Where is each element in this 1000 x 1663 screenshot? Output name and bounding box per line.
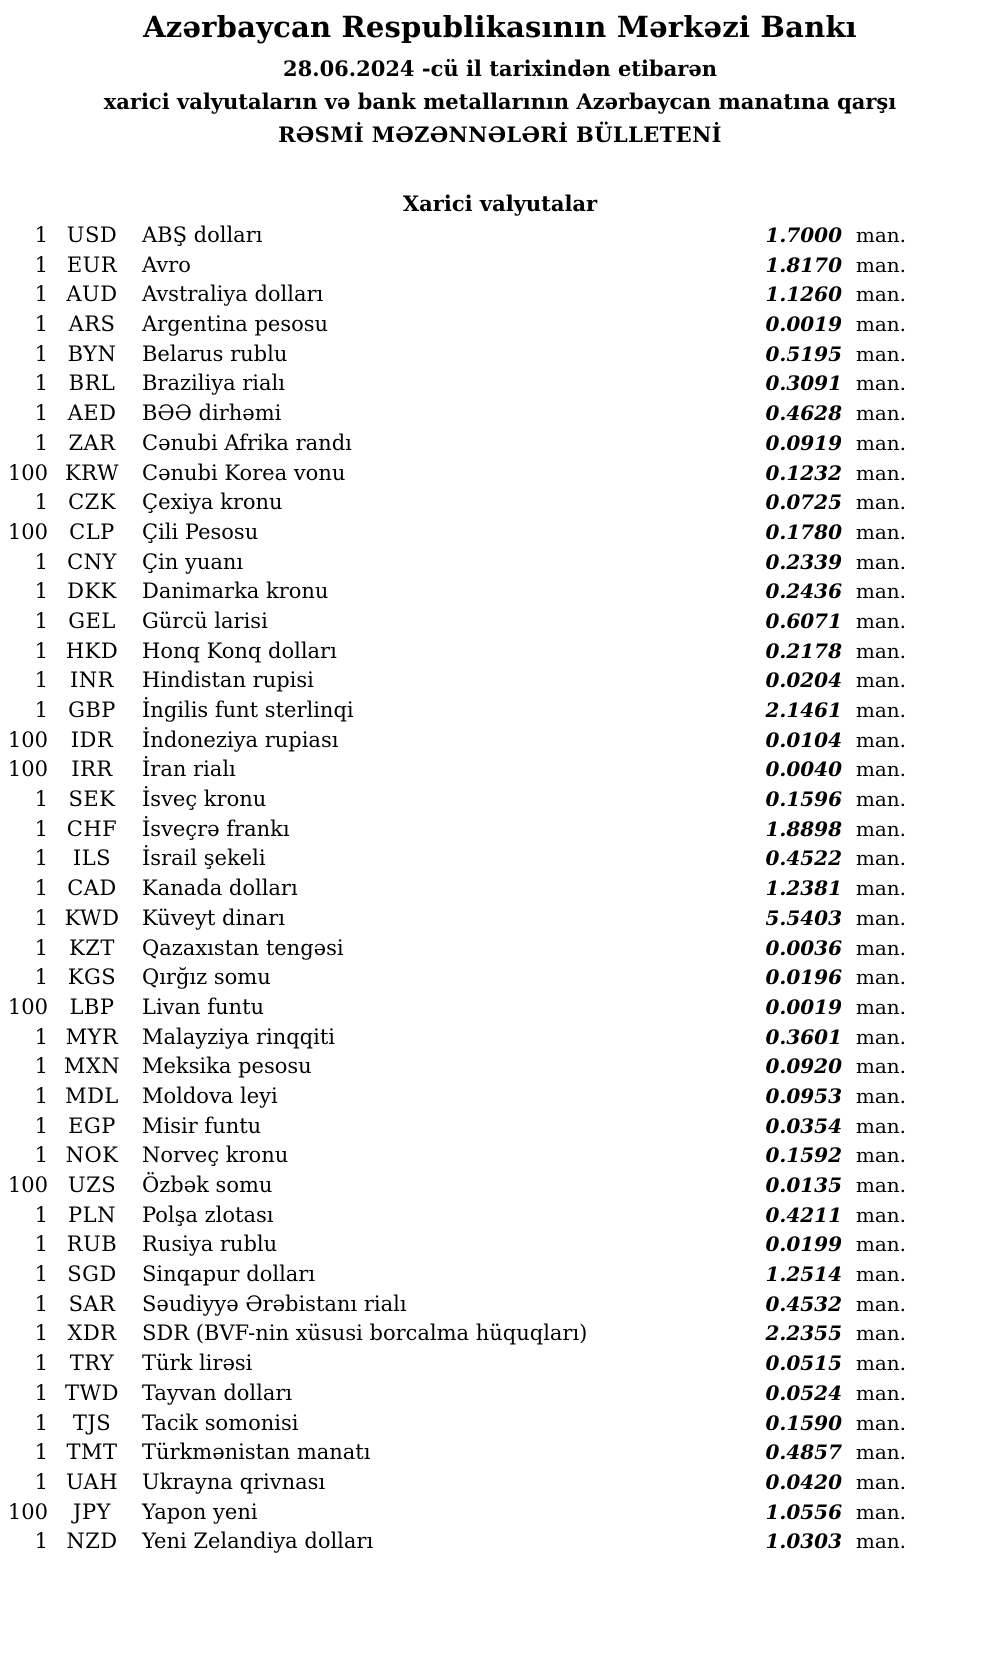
manat-unit-label: man. [855,252,906,277]
exchange-rate-value: 0.0420 [765,1469,842,1494]
currency-quantity: 100 [7,757,48,782]
currency-row [0,844,1000,874]
exchange-rate-value: 0.0040 [765,757,842,782]
exchange-rate-value: 0.4857 [765,1440,842,1465]
currency-row [0,369,1000,399]
currency-quantity: 1 [34,1410,48,1435]
currency-code: BYN [67,341,117,366]
exchange-rate-value: 0.4522 [765,846,842,871]
currency-row [0,1201,1000,1231]
currency-code: LBP [69,994,115,1019]
currency-row [0,1112,1000,1142]
exchange-rate-value: 1.2514 [765,1262,842,1287]
manat-unit-label: man. [855,816,906,841]
manat-unit-label: man. [855,401,906,426]
currency-name: Polşa zlotası [142,1202,274,1227]
manat-unit-label: man. [855,1232,906,1257]
manat-unit-label: man. [855,935,906,960]
currency-code: INR [70,668,114,693]
exchange-rate-value: 0.0036 [765,935,842,960]
manat-unit-label: man. [855,1380,906,1405]
currency-code: BRL [68,371,116,396]
exchange-rate-value: 0.0199 [765,1232,842,1257]
currency-name: Sinqapur dolları [142,1262,316,1287]
manat-unit-label: man. [855,490,906,515]
currency-code: RUB [66,1232,118,1257]
currency-quantity: 1 [34,1202,48,1227]
currency-row [0,1527,1000,1557]
currency-quantity: 1 [34,787,48,812]
currency-code: TMT [66,1440,118,1465]
currency-code: ILS [72,846,112,871]
currency-name: İndoneziya rupiası [142,727,339,752]
currency-quantity: 1 [34,312,48,337]
currency-code: EGP [68,1113,116,1138]
currency-quantity: 1 [34,1529,48,1554]
currency-row [0,1409,1000,1439]
manat-unit-label: man. [855,1083,906,1108]
currency-name: Tacik somonisi [142,1410,299,1435]
currency-name: Meksika pesosu [142,1054,312,1079]
currency-name: Avstraliya dolları [142,282,324,307]
currency-row [0,637,1000,667]
currency-code: IDR [70,727,114,752]
currency-name: İsveçrə frankı [142,816,290,841]
manat-unit-label: man. [855,727,906,752]
currency-code: KGS [67,965,117,990]
manat-unit-label: man. [855,223,906,247]
currency-name: Norveç kronu [142,1143,289,1168]
exchange-rate-value: 1.2381 [765,876,842,901]
currency-quantity: 1 [34,371,48,396]
exchange-rate-value: 0.1780 [765,519,842,544]
currency-quantity: 1 [34,1054,48,1079]
currency-quantity: 1 [34,223,48,247]
currency-quantity: 1 [34,401,48,426]
currency-quantity: 100 [7,519,48,544]
currency-name: Qırğız somu [142,965,271,990]
currency-name: Cənubi Korea vonu [142,460,346,485]
currency-quantity: 1 [34,608,48,633]
currency-quantity: 1 [34,1440,48,1465]
currency-code: JPY [73,1499,111,1524]
exchange-rate-value: 0.0135 [765,1173,842,1197]
exchange-rate-value: 2.2355 [765,1321,842,1346]
currency-quantity: 1 [34,638,48,663]
currency-code: CHF [66,816,118,841]
currency-code: SAR [68,1291,116,1316]
currency-code: DKK [67,579,117,604]
exchange-rate-value: 2.1461 [765,698,842,722]
manat-unit-label: man. [855,994,906,1019]
bank-title: Azərbaycan Respublikasının Mərkəzi Bankı [143,10,857,44]
currency-row [0,963,1000,993]
manat-unit-label: man. [855,1499,906,1524]
currency-quantity: 1 [34,341,48,366]
currency-row [0,1023,1000,1053]
exchange-rate-value: 0.1232 [765,460,842,485]
currency-quantity: 1 [34,1291,48,1316]
currency-code: ZAR [68,430,116,455]
currency-name: Argentina pesosu [142,312,329,337]
currency-row [0,399,1000,429]
currency-name: Ukrayna qrivnası [142,1469,326,1494]
manat-unit-label: man. [855,1469,906,1494]
currency-row [0,666,1000,696]
currency-row [0,280,1000,310]
currency-quantity: 1 [34,816,48,841]
manat-unit-label: man. [855,1440,906,1465]
exchange-rate-value: 0.0104 [765,727,842,752]
exchange-rate-value: 0.4628 [765,401,842,426]
currency-code: KWD [64,905,120,930]
manat-unit-label: man. [855,460,906,485]
exchange-rate-value: 1.1260 [765,282,842,307]
currency-quantity: 1 [34,252,48,277]
currency-name: SDR (BVF-nin xüsusi borcalma hüquqları) [142,1321,588,1346]
currency-code: TWD [65,1380,119,1405]
manat-unit-label: man. [855,579,906,604]
currency-name: Türk lirəsi [142,1351,253,1376]
manat-unit-label: man. [855,965,906,990]
manat-unit-label: man. [855,1262,906,1287]
currency-name: Rusiya rublu [142,1232,278,1257]
currency-quantity: 1 [34,698,48,722]
currency-row [0,1498,1000,1528]
exchange-rate-value: 1.7000 [765,223,842,247]
exchange-rate-value: 0.2178 [765,638,842,663]
currency-quantity: 1 [34,935,48,960]
currency-quantity: 100 [7,727,48,752]
currency-name: Tayvan dolları [142,1380,293,1405]
exchange-rate-value: 0.0196 [765,965,842,990]
exchange-rate-value: 0.0524 [765,1380,842,1405]
exchange-rate-value: 0.1592 [765,1143,842,1168]
currency-row [0,1290,1000,1320]
currency-name: BƏƏ dirhəmi [142,401,282,426]
currency-quantity: 1 [34,1380,48,1405]
manat-unit-label: man. [855,430,906,455]
manat-unit-label: man. [855,371,906,396]
exchange-rate-value: 0.1596 [765,787,842,812]
exchange-rate-value: 1.0556 [765,1499,842,1524]
currency-quantity: 1 [34,1262,48,1287]
exchange-rate-value: 0.0019 [765,312,842,337]
currency-code: UAH [65,1469,119,1494]
manat-unit-label: man. [855,1410,906,1435]
currency-code: KRW [64,460,120,485]
manat-unit-label: man. [855,638,906,663]
currency-row [0,221,1000,251]
currency-name: Yapon yeni [142,1499,258,1524]
currency-row [0,755,1000,785]
manat-unit-label: man. [855,312,906,337]
exchange-rate-value: 0.0019 [765,994,842,1019]
currency-name: Honq Konq dolları [142,638,337,663]
exchange-rate-value: 0.3091 [765,371,842,396]
currency-row [0,607,1000,637]
currency-row [0,726,1000,756]
currency-code: USD [66,223,118,247]
subject-line: xarici valyutaların və bank metallarının Azərbaycan manatına qarşı [103,89,897,114]
currency-row [0,1260,1000,1290]
manat-unit-label: man. [855,1054,906,1079]
currency-name: Cənubi Afrika randı [142,430,352,455]
currency-quantity: 1 [34,1232,48,1257]
currency-quantity: 100 [7,460,48,485]
currency-row [0,1230,1000,1260]
currency-row [0,1319,1000,1349]
currency-name: Gürcü larisi [142,608,268,633]
currency-row [0,577,1000,607]
currency-name: Yeni Zelandiya dolları [142,1529,374,1554]
exchange-rate-value: 0.0953 [765,1083,842,1108]
manat-unit-label: man. [855,757,906,782]
currency-code: GBP [68,698,116,722]
currency-quantity: 1 [34,549,48,574]
currency-row [0,785,1000,815]
currency-quantity: 1 [34,1351,48,1376]
currency-quantity: 1 [34,579,48,604]
currency-code: HKD [65,638,119,663]
currency-code: ARS [68,312,116,337]
currency-quantity: 100 [7,994,48,1019]
currency-code: NZD [66,1529,118,1554]
currency-code: TJS [72,1410,112,1435]
currency-name: Qazaxıstan tengəsi [142,935,344,960]
currency-code: CNY [67,549,117,574]
currency-row [0,1082,1000,1112]
currency-row [0,934,1000,964]
currency-name: İsrail şekeli [142,846,266,871]
exchange-rate-value: 0.0725 [765,490,842,515]
manat-unit-label: man. [855,1173,906,1197]
exchange-rate-value: 5.5403 [765,905,842,930]
manat-unit-label: man. [855,787,906,812]
currency-row [0,696,1000,726]
currency-row [0,1052,1000,1082]
currency-quantity: 1 [34,282,48,307]
currency-row [0,518,1000,548]
exchange-rate-value: 0.0919 [765,430,842,455]
manat-unit-label: man. [855,1529,906,1554]
manat-unit-label: man. [855,519,906,544]
currency-quantity: 1 [34,1469,48,1494]
currency-quantity: 1 [34,668,48,693]
manat-unit-label: man. [855,698,906,722]
currency-quantity: 1 [34,430,48,455]
currency-code: IRR [71,757,113,782]
currency-name: ABŞ dolları [142,223,263,247]
manat-unit-label: man. [855,1202,906,1227]
exchange-rate-value: 0.5195 [765,341,842,366]
currency-code: MXN [63,1054,121,1079]
currency-name: Kanada dolları [142,876,298,901]
currency-name: Danimarka kronu [142,579,329,604]
manat-unit-label: man. [855,1113,906,1138]
currency-code: CAD [67,876,117,901]
currency-code: XDR [67,1321,117,1346]
currency-rate-table [0,221,1000,1557]
currency-name: Hindistan rupisi [142,668,314,693]
currency-row [0,459,1000,489]
currency-name: Moldova leyi [142,1083,278,1108]
currency-name: İsveç kronu [142,787,267,812]
currency-name: Livan funtu [142,994,265,1019]
currency-name: Çin yuanı [142,549,244,574]
currency-name: Braziliya rialı [142,371,285,396]
currency-code: MYR [65,1024,119,1049]
manat-unit-label: man. [855,1143,906,1168]
currency-row [0,251,1000,281]
manat-unit-label: man. [855,549,906,574]
exchange-rate-value: 1.8170 [765,252,842,277]
currency-row [0,1379,1000,1409]
manat-unit-label: man. [855,282,906,307]
currency-quantity: 1 [34,1083,48,1108]
currency-row [0,874,1000,904]
currency-quantity: 100 [7,1499,48,1524]
currency-quantity: 1 [34,1024,48,1049]
currency-code: KZT [69,935,115,960]
currency-name: Küveyt dinarı [142,905,285,930]
currency-code: UZS [67,1173,117,1197]
manat-unit-label: man. [855,1024,906,1049]
currency-code: AED [67,401,117,426]
currency-quantity: 1 [34,876,48,901]
exchange-rate-value: 0.4211 [765,1202,842,1227]
currency-quantity: 1 [34,490,48,515]
currency-quantity: 1 [34,1143,48,1168]
currency-name: Özbək somu [142,1173,273,1197]
currency-code: CLP [69,519,115,544]
currency-quantity: 1 [34,1113,48,1138]
effective-date-line: 28.06.2024 -cü il tarixindən etibarən [283,56,717,81]
exchange-rate-value: 0.2436 [765,579,842,604]
currency-row [0,310,1000,340]
manat-unit-label: man. [855,1321,906,1346]
currency-code: CZK [68,490,116,515]
exchange-rate-value: 0.6071 [765,608,842,633]
currency-row [0,1468,1000,1498]
exchange-rate-value: 1.8898 [765,816,842,841]
currency-row [0,904,1000,934]
manat-unit-label: man. [855,1351,906,1376]
currency-row [0,548,1000,578]
currency-row [0,340,1000,370]
currency-code: AUD [66,282,118,307]
currency-code: SGD [67,1262,117,1287]
exchange-rate-value: 0.1590 [765,1410,842,1435]
manat-unit-label: man. [855,1291,906,1316]
exchange-rate-value: 0.3601 [765,1024,842,1049]
currency-name: İran rialı [142,757,236,782]
currency-row [0,993,1000,1023]
exchange-rate-value: 0.0204 [765,668,842,693]
currency-quantity: 1 [34,905,48,930]
currency-name: Misir funtu [142,1113,262,1138]
currency-quantity: 1 [34,965,48,990]
currency-row [0,488,1000,518]
currency-row [0,815,1000,845]
currency-code: SEK [68,787,116,812]
manat-unit-label: man. [855,846,906,871]
manat-unit-label: man. [855,668,906,693]
exchange-rate-value: 0.0920 [765,1054,842,1079]
currency-quantity: 100 [7,1173,48,1197]
currency-quantity: 1 [34,846,48,871]
currency-row [0,1171,1000,1201]
currency-code: GEL [68,608,116,633]
currency-code: MDL [65,1083,119,1108]
currency-code: PLN [68,1202,116,1227]
currency-code: NOK [65,1143,119,1168]
currency-name: Belarus rublu [142,341,288,366]
currency-name: Türkmənistan manatı [142,1440,371,1465]
exchange-rate-value: 0.4532 [765,1291,842,1316]
manat-unit-label: man. [855,608,906,633]
currency-name: Çili Pesosu [142,519,259,544]
currency-row [0,1141,1000,1171]
currency-name: Səudiyyə Ərəbistanı rialı [142,1291,407,1316]
section-title-foreign-currencies: Xarici valyutalar [402,191,598,216]
exchange-rate-value: 0.0354 [765,1113,842,1138]
currency-name: Çexiya kronu [142,490,283,515]
manat-unit-label: man. [855,905,906,930]
currency-row [0,429,1000,459]
manat-unit-label: man. [855,341,906,366]
manat-unit-label: man. [855,876,906,901]
currency-quantity: 1 [34,1321,48,1346]
currency-row [0,1438,1000,1468]
currency-code: EUR [66,252,118,277]
currency-code: TRY [69,1351,115,1376]
currency-name: Avro [142,252,191,277]
currency-name: Malayziya rinqqiti [142,1024,335,1049]
currency-row [0,1349,1000,1379]
currency-name: İngilis funt sterlinqi [142,698,354,722]
exchange-rate-value: 0.0515 [765,1351,842,1376]
bulletin-title: RƏSMİ MƏZƏNNƏLƏRİ BÜLLETENİ [278,122,722,147]
exchange-rate-value: 0.2339 [765,549,842,574]
exchange-rate-value: 1.0303 [765,1529,842,1554]
